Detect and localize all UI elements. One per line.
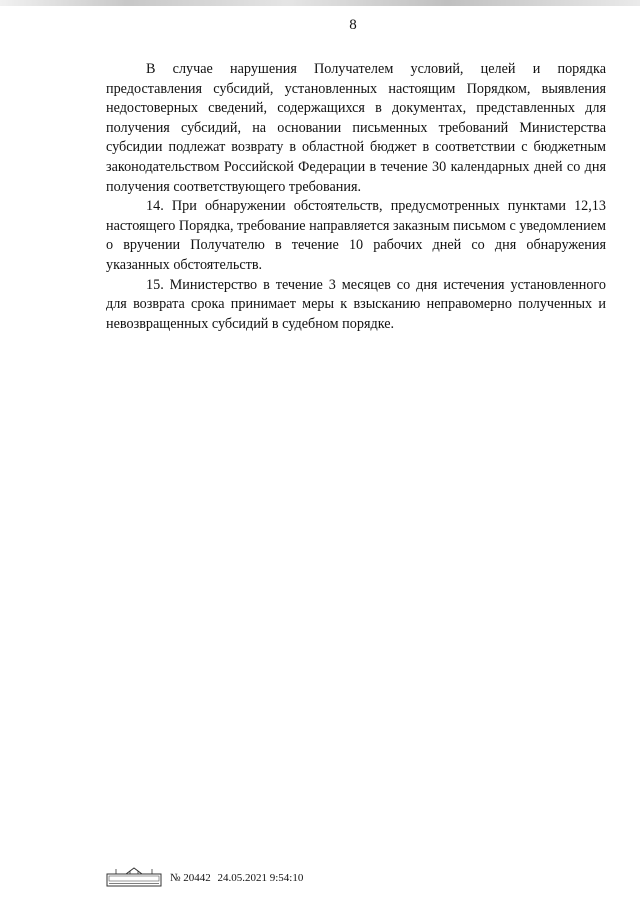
scan-edge	[0, 0, 640, 6]
paragraph-refund: В случае нарушения Получателем условий, целей и порядка предоставления субсидий, установленных настоящим Порядком, выявления недостоверных сведений, содержащихся в документах, представленных для получения субсидий, на основании письменных требований Министерства субсидии подлежат возврату в областной бюджет в соответствии с бюджетным законодательством Российской Федерации в течение 30 календарных дней со дня получения соответствующего требования.	[106, 61, 606, 195]
paragraph-14: 14. При обнаружении обстоятельств, предусмотренных пунктами 12,13 настоящего Порядка, требование направляется заказным письмом с уведомлением о вручении Получателю в течение 10 рабочих дней со дня обнаружения указанных обстоятельств.	[106, 198, 606, 273]
registration-number: № 20442	[170, 872, 211, 884]
document-body	[106, 60, 606, 334]
registration-footer	[106, 863, 307, 887]
paragraph-15: 15. Министерство в течение 3 месяцев со дня истечения установленного для возврата срока принимает меры к взысканию неправомерно полученных и невозвращенных субсидий в судебном порядке.	[106, 276, 606, 332]
registration-stamp-icon	[106, 865, 162, 887]
page-number: 8	[349, 17, 357, 33]
registration-info	[170, 871, 307, 887]
registration-datetime: 24.05.2021 9:54:10	[217, 872, 304, 884]
